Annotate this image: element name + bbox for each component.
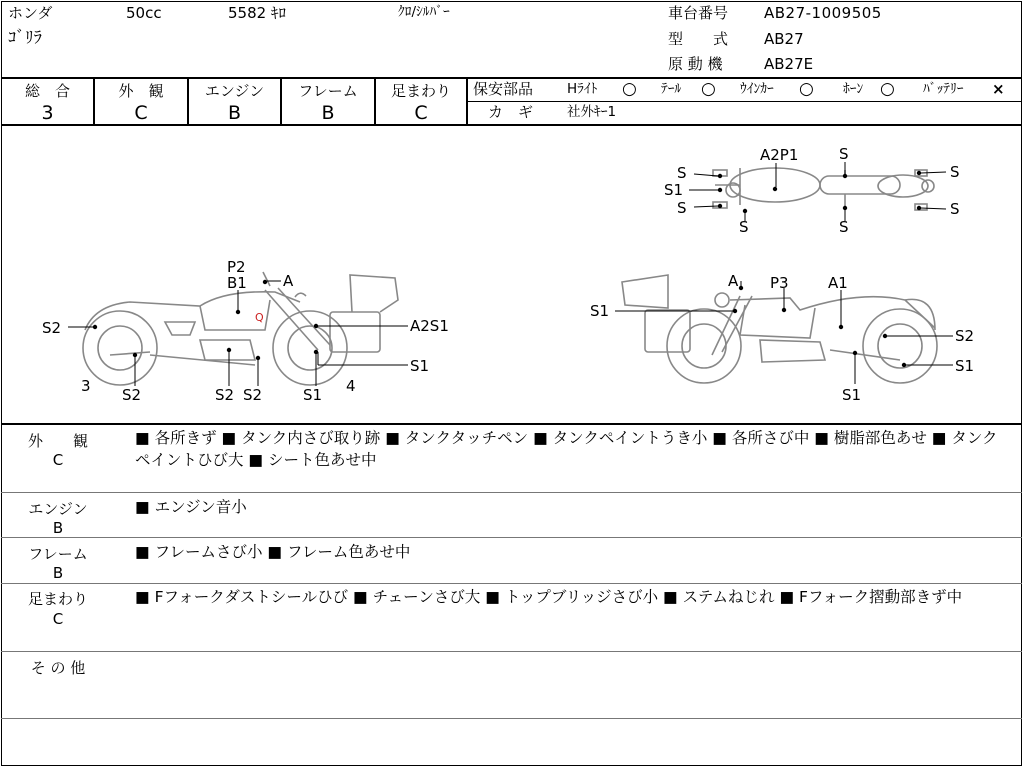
lbl-b1: B1 [227,274,247,292]
headlight-label: Hﾗｲﾄ [567,81,598,97]
type-label: 型 式 [668,30,729,48]
divider [1,651,1022,652]
lbl-s1: S1 [955,357,975,375]
grade-frame: B [321,102,335,124]
lbl-p3: P3 [770,274,789,292]
remark-other-label: そ の 他 [30,659,86,677]
lbl-4: 4 [346,377,356,395]
mileage: 5582 ｷﾛ [228,4,286,22]
divider [467,101,1022,102]
grade-exterior-label: 外 観 [118,82,164,100]
taillight-mark: ○ [701,79,716,99]
divider [1,77,1022,79]
lbl-s2: S2 [42,319,62,337]
lbl-p2: P2 [227,258,246,276]
lbl-s1: S1 [842,386,862,404]
lbl-s2: S2 [215,386,235,404]
lbl-3: 3 [81,377,91,395]
remark-exterior-grade: C [52,451,64,469]
grade-exterior: C [134,102,148,124]
displacement: 50cc [126,4,162,22]
grade-total-label: 総 合 [24,82,70,100]
divider [1,583,1022,584]
damage-diagram [0,126,1024,424]
lbl-a2p1: A2P1 [760,146,799,164]
engine-no: AB27E [764,55,814,73]
lbl-s: S [839,145,849,163]
remark-engine-label: エンジン [28,500,88,518]
frame-no-label: 車台番号 [668,4,729,22]
battery-label: ﾊﾞｯﾃﾘｰ [923,81,964,97]
lbl-s: S [950,200,960,218]
horn-mark: ○ [880,79,895,99]
lbl-s: S [739,218,749,236]
battery-mark: × [992,80,1005,98]
remark-suspension-grade: C [52,610,64,628]
divider [1,423,1022,425]
lbl-s: S [677,164,687,182]
lbl-s2: S2 [122,386,142,404]
lbl-s2: S2 [955,327,975,345]
grade-suspension: C [414,102,428,124]
key-value: 社外ｷｰ1 [567,104,617,120]
divider [1,537,1022,538]
remark-exterior-text: ■ 各所きず ■ タンク内さび取り跡 ■ タンクタッチペン ■ タンクペイントうき小 ■ 各所さび中 ■ 樹脂部色あせ ■ タンクペイントひび大 ■ シート色あせ中 [135,429,998,469]
lbl-s: S [950,163,960,181]
lbl-s: S [677,199,687,217]
model-name: ｺﾞﾘﾗ [8,28,42,48]
lbl-s1: S1 [664,181,684,199]
grade-suspension-label: 足まわり [390,82,451,100]
grade-frame-label: フレーム [298,82,358,100]
horn-label: ﾎｰﾝ [843,81,864,97]
color: ｸﾛ/ｼﾙﾊﾞｰ [398,4,450,20]
lbl-s: S [839,218,849,236]
headlight-mark: ○ [622,79,637,99]
remark-engine-grade: B [52,519,64,537]
key-label: カ ギ [488,103,534,121]
grade-engine-label: エンジン [204,82,265,100]
lbl-s1: S1 [590,302,610,320]
maker: ホンダ [8,4,53,22]
divider [1,718,1022,719]
top-view-drawing [713,168,934,210]
lbl-a2s1: A2S1 [410,317,449,335]
lbl-s2: S2 [243,386,263,404]
taillight-label: ﾃｰﾙ [661,81,682,97]
remark-frame-label: フレーム [28,545,88,563]
type-value: AB27 [764,30,804,48]
remark-frame-grade: B [52,564,64,582]
remark-frame-text: ■ フレームさび小 ■ フレーム色あせ中 [135,543,411,561]
left-view-markers [93,280,318,360]
grade-engine: B [227,102,242,124]
lbl-a: A [728,272,739,290]
divider [1,492,1022,493]
q-mark: Q [255,311,264,324]
remark-suspension-label: 足まわり [27,590,88,608]
grade-total: 3 [41,102,54,124]
safety-label: 保安部品 [473,80,534,98]
remark-engine-text: ■ エンジン音小 [135,498,247,516]
remark-suspension-text: ■ Fフォークダストシールひび ■ チェーンさび大 ■ トップブリッジさび小 ■ ステムねじれ ■ Fフォーク摺動部きず中 [135,588,963,606]
engine-no-label: 原 動 機 [668,55,723,73]
lbl-a: A [283,272,294,290]
winker-mark: ○ [799,79,814,99]
lbl-a1: A1 [828,274,848,292]
frame-no: AB27-1009505 [764,4,882,22]
remark-exterior-label: 外 観 [27,432,88,450]
winker-label: ｳｲﾝｶｰ [740,81,774,97]
lbl-s1: S1 [410,357,430,375]
lbl-s1: S1 [303,386,323,404]
